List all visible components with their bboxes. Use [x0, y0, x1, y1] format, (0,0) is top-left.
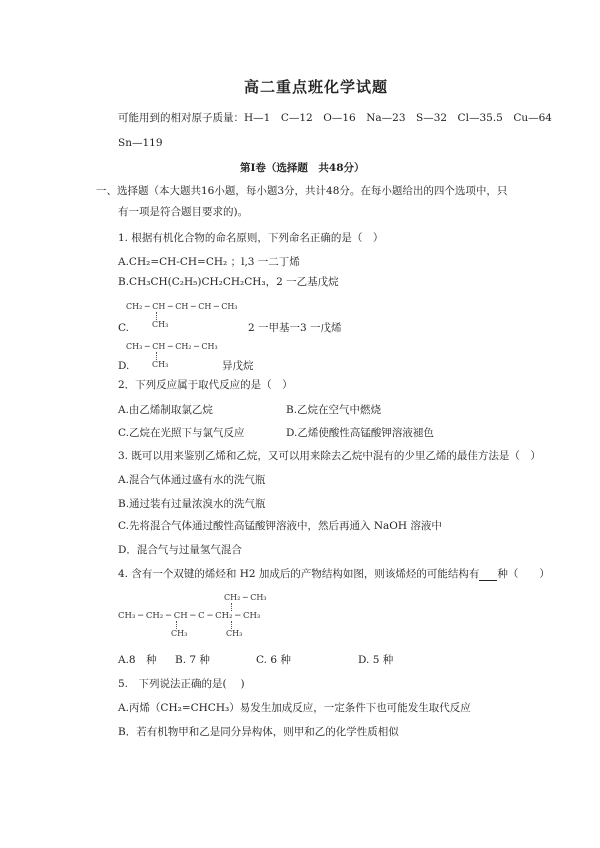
q4-bond-line-top: [231, 603, 232, 611]
q1-option-b: B.CH₃CH(C₂H₅)CH₂CH₂CH₃，2 一乙基戊烷: [118, 276, 339, 288]
q5-stem: 5. 下列说法正确的是( ): [118, 678, 245, 690]
q1-d-structure-main: CH₃ ─ CH ─ CH₂ ─ CH₃: [126, 342, 218, 351]
q4-bond-line-left: [176, 621, 177, 629]
q2-option-c: C.乙烷在光照下与氯气反应: [118, 427, 245, 439]
volume-heading: 第Ⅰ卷（选择题 共48分）: [240, 162, 365, 174]
q4-option-b: B. 7 种: [175, 654, 210, 666]
q4-option-d: D. 5 种: [358, 654, 394, 666]
q1-stem: 1. 根据有机化合物的命名原则，下列命名正确的是（ ）: [118, 232, 384, 244]
q4-bond-line-right: [231, 621, 232, 629]
q4-structure-top-branch: CH₂ ─ CH₃: [224, 593, 267, 602]
q1-c-bond-line: [156, 312, 157, 320]
q3-stem: 3. 既可以用来鉴别乙烯和乙烷，又可以用来除去乙烷中混有的少里乙烯的最佳方法是（ ）: [118, 450, 541, 462]
q5-option-b: B．若有机物甲和乙是同分异构体，则甲和乙的化学性质相似: [118, 726, 399, 738]
q4-option-c: C. 6 种: [256, 654, 291, 666]
q4-structure-branch-right: CH₃: [226, 629, 243, 638]
q4-stem: [118, 568, 550, 581]
q4-answer-blank: [479, 570, 497, 581]
q3-option-d: D．混合气与过量氢气混合: [118, 544, 242, 556]
q2-stem: 2．下列反应属于取代反应的是（ ）: [118, 379, 293, 391]
q1-option-d-name: 异戊烷: [222, 360, 254, 372]
q1-option-c-label: C.: [118, 322, 129, 334]
q1-option-c-name: 2 一甲基一3 一戊烯: [248, 322, 342, 334]
q1-c-structure-main: CH₂ ─ CH ─ CH ─ CH ─ CH₃: [126, 302, 238, 311]
section-intro-line2: 有一项是符合题目要求的)。: [118, 206, 249, 218]
q1-d-structure-branch: CH₃: [152, 360, 169, 369]
q3-option-c: C.先将混合气体通过酸性高锰酸钾溶液中，然后再通入 NaOH 溶液中: [118, 520, 442, 532]
page-title: 高二重点班化学试题: [244, 78, 389, 96]
atomic-masses-line2: Sn—119: [118, 137, 163, 149]
q2-option-d: D.乙烯使酸性高锰酸钾溶液褪色: [286, 427, 434, 439]
q5-option-a: A.丙烯（CH₂=CHCH₃）易发生加成反应，一定条件下也可能发生取代反应: [118, 702, 471, 714]
q4-stem-suffix: 种（ ）: [497, 568, 550, 580]
atomic-masses-line1: 可能用到的相对原子质量：H—1 C—12 O—16 Na—23 S—32 Cl—35.5 Cu—64: [118, 112, 552, 124]
q4-structure-branch-left: CH₃: [171, 629, 188, 638]
q2-option-b: B.乙烷在空气中燃烧: [286, 404, 382, 416]
q1-option-a: A.CH₂=CH-CH=CH₂ ；l,3 一二丁烯: [118, 256, 300, 268]
q4-stem-text: 4. 含有一个双键的烯烃和 H2 加成后的产物结构如图，则该烯烃的可能结构有: [118, 568, 480, 580]
q4-option-a: A.8 种: [118, 654, 157, 666]
q1-c-structure-branch: CH₃: [152, 320, 169, 329]
q4-structure-main-chain: CH₃ ─ CH₂ ─ CH ─ C ─ CH₂ ─ CH₃: [118, 611, 261, 621]
q1-d-bond-line: [156, 352, 157, 360]
q1-option-d-label: D.: [118, 360, 130, 372]
q2-option-a: A.由乙烯制取氯乙烷: [118, 404, 213, 416]
q3-option-b: B.通过装有过量浓溴水的洗气瓶: [118, 498, 266, 510]
q3-option-a: A.混合气体通过盛有水的洗气瓶: [118, 474, 266, 486]
section-intro-line1: 一、选择题（本大题共16小题，每小题3分，共计48分。在每小题给出的四个选项中，只: [96, 185, 508, 197]
